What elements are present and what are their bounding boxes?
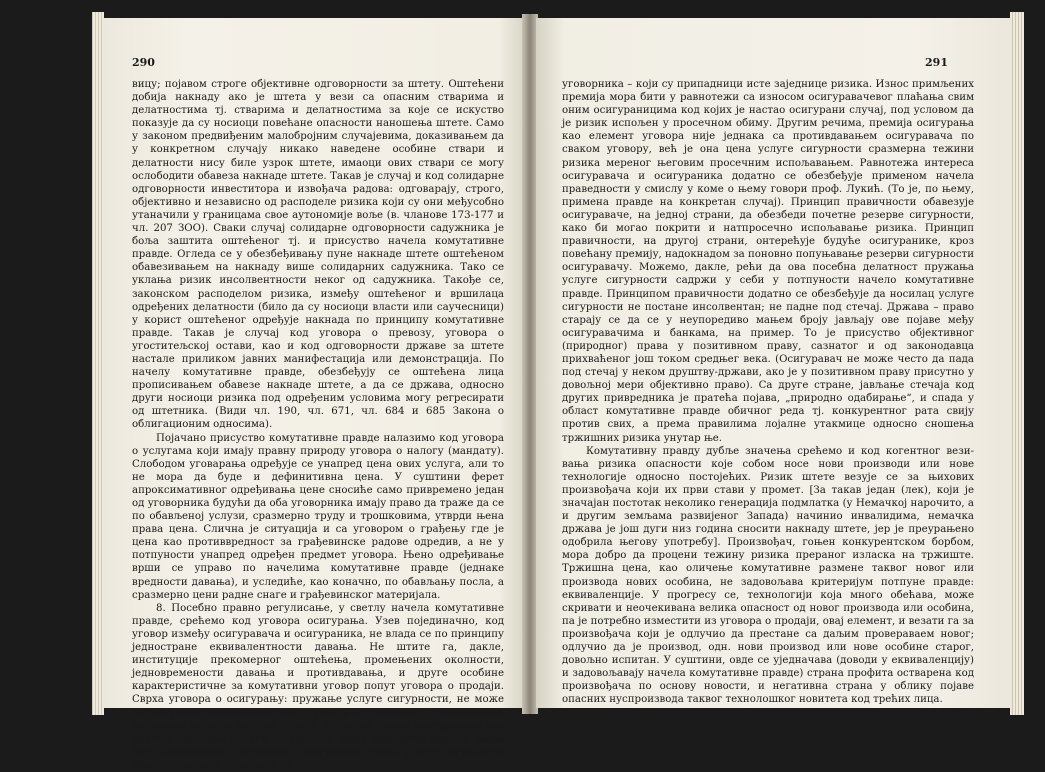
page-number: 291: [925, 56, 948, 69]
paragraph: Појачано присуство комутативне правде налазимо код уговора о услугама који имају правну природу уговора о налогу (мандату). Слободом уговарања одређује се унапред цена ових услуга, али то не мора да буде и дефинитивна цена. У суштини ферет апроксимативног одређивања цене сносиће само привремено један од уговорника будући да оба уговорника имају право да траже да се по обављеној услузи, сразмерно труду и трошковима, утврди њена права цена. Слична је ситуација и са уговором о грађењу где је цена као противвредност за грађевинске радове одредив, а не у потпуности унапред одређен предмет уговора. Њено одређивање врши се управо по начелима комутативне правде (једнаке вредности давања), и уследиће, као коначно, по обављању посла, а сразмерно цени радне снаге и грађевинског материјала.: [132, 432, 504, 601]
page-edges-right: [1010, 12, 1024, 715]
paragraph: Комутативну правду дубље значења срећемо и код когентног везивања ризика опасности које собом носе нови производи или нове технологије односно постојећих. Ризик штете везује се за њихових произвођача који их први стави у промет. [За такав један (лек), који је значајан постотак неколико генерација подмлатка (у Немачкој нарочито, а и другим земљама развијеног Запада) начинио инвалидима, немачка држава је још дуги низ година сносити накнаду штете, јер је преурањено одобрила његову употребу]. Произвођач, гоњен конкурентском борбом, мора добро да процени тежину ризика преранoг изласка на тржиште. Тржишна цена, као оличење комутативне размене таквог новог или производа нових особина, не задовољава критеријум потпуне правде: еквиваленције. У прогресу се, технологији која много обећава, може скривати и неочекивана велика опасност од новог производа или особина, па је потребно изместити из уговора о продаји, овај елемент, и везати га за произвођача који је одлучио да престане са даљим провераваем новог; одлучио да је производ, одн. нови производ или нове особине старог, довољно испитан. У суштини, овде се уједначава (доводи у еквиваленцију) и задовољавају начела комутативне правде) страна профита остварена код произвођача по основу новости, и негативна страна у облику појаве опасних нуспроизвода таквог технолошког новитета код трећих лица.: [562, 445, 974, 706]
right-page: [536, 18, 1012, 708]
page-body: [132, 78, 504, 772]
page-number: 290: [132, 56, 155, 69]
left-page: [102, 18, 524, 771]
paragraph: 8. Посебно правно регулисање, у светлу начела комутативне правде, срећемо код уговора осигурања. Узев појединачно, код уговор између осигуравача и осигураника, не влада се по принципу једностране еквивалентности давања. Не штите га, дакле, институције прекомерног оштећења, промењених околности, једновремености давања и противдавања, и друге особине карактеристичне за комутативни уговор попут уговора о продаји. Сврха уговора о осигурању: пружање услуге сигурности, не може подразумевати еквивалентност премије и примљеног противдавања по сваком уговору код ове услуге. Међутим, посао осигуравача као целина пружања услуге сигурности једне заједнице ризика, мора бити комутативно постављен. Осигуравач пружа услуге сигурности збиру уговарача – његових са-: [132, 602, 504, 771]
paragraph: уговорника – који су припадници исте заједнице ризика. Износ примљених премија мора бити у равнотежи са износом осигуравачевог плаћања свим оним осигураницима код којих је настао осигурани случај, под условом да је ризик испољен у просечном обиму. Другим речима, премија осигурања као елемент уговора није једнака са противдавањем осигуравача по сваком уговору, већ је она цена услуге сигурности сразмерна тежини ризика мереног његовим просечним испољавањем. Равнотежа интереса осигуравача и осигураника додатно се обезбеђује применом начела праведности у смислу у коме о њему говори проф. Лукић. (То је, по њему, примена правде на конкретан случај). Принцип правичности обавезује осигураваче, на једној страни, да обезбеди почетне резерве сигурности, како би могао покрити и натпросечно испољавање ризика. Принцип правичности, на другој страни, онтерећује будуће осигуранике, кроз повећану премију, надокнадом за поновно попуњавање резерви сигурности осигуравачу. Можемо, дакле, рећи да ова посебна делатност пружања услуге сигурности садржи у себи у потпуности начело комутативне правде. Принципом правичности додатно се обезбеђује да носилац услуге сигурности не постане инсолвентан; не падне под стечај. Држава – право старају се да се у неупоредиво мањем броју јављају ове појаве међу осигуравачима и банкама, на пример. То је присуство објективног (природног) права у позитивном праву, сазнатог и од законодавца прихваћеног још током средњег века. (Осигуравач не може често да пада под стечај у неком друштву-држави, ако је у позитивном праву присутно у довољној мери објективно право). Са друге стране, јављање стечаја код других привредника је пратећа појава, „природно одабирање“, и спада у област комутативне правде обичног реда тј. конкурентног рата свију против свих, а према правилима лојалне утакмице односно сношења тржишних ризика унутар ње.: [562, 79, 974, 444]
paragraph: вицу; појавом строге објективне одговорности за штету. Оштећени добија накнаду ако је штета у вези са опасним стварима и делатностима тј. стварима и делатностима за које се искуство показује да су носиоци повећане опасности наношења штете. Само у законом предвиђеним малобројним случајевима, доказивањем да у конкретном случају никако наведене особине ствари и делатности нису биле узрок штете, имаоци ових ствари се могу ослободити обавеза накнаде штете. Такав је случај и код солидарне одговорности инвеститора и извођача радова: одговарају, строго, објективно и независно од расподеле ризика који су они међусобно утаначили у границама свое аутономије воље (в. чланове 173-177 и чл. 207 ЗОО). Сваки случај солидарне одговорности садужника је боља заштита оштећеног тј. и присуство начела комутативне правде. Огледа се у обезбеђивању пуне накнаде штете оштећеном обавезивањем на накнаду више солидарних садужника. Тако се уклања ризик инсолвентности неког од садужника. Такође се, законском расподелом ризика, између оштећеног и вршилаца одређених делатности (било да су носиоци власти или саучесници) у корист оштећеног одређује накнада по принципу комутативне правде. Такав је случај код уговора о превозу, уговора о угоститељској остави, као и код одговорности државе за штете настале приликом јавних манифестација или демонстрација. По начелу комутативне правде, обезбеђују се оштећена лица прописивањем обавезе накнаде штете, а да се држава, односно други носиоци ризика под одређеним условима могу регресирати од штетника. (Види чл. 190, чл. 671, чл. 684 и 685 Закона о облигационим односима).: [132, 79, 504, 431]
page-body: [562, 78, 974, 707]
